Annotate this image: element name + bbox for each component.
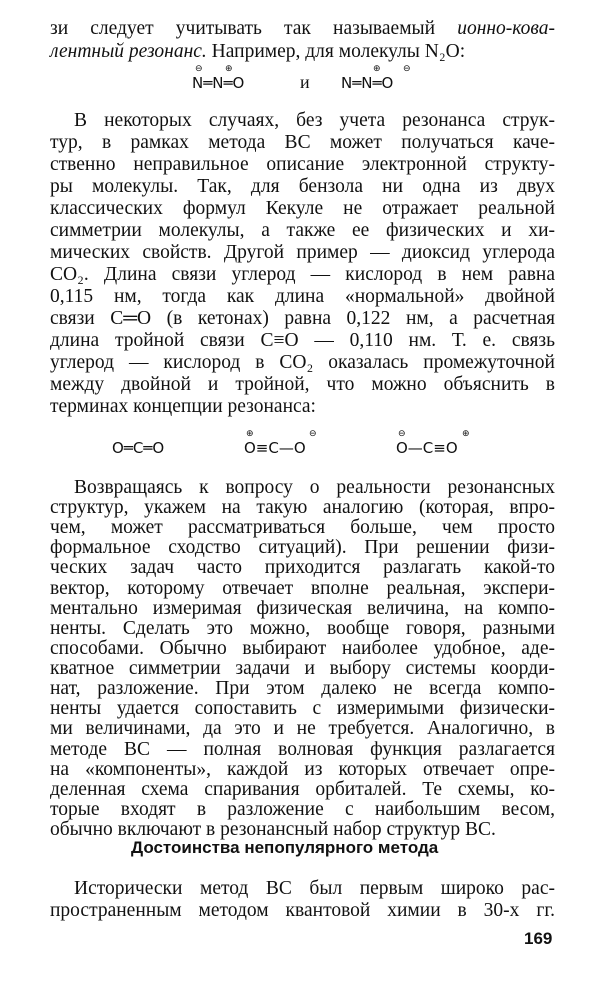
text-line: чем, может рассматриваться больше, чем просто bbox=[50, 517, 555, 538]
minus-charge: ⊖ bbox=[398, 429, 406, 439]
plus-charge: ⊕ bbox=[225, 64, 233, 74]
text-line: ственно неправильное описание электронной структу- bbox=[50, 154, 555, 175]
text-line: на «компоненты», каждой из которых отвечает опре- bbox=[50, 759, 555, 780]
text-line: кватное симметрии задачи и выбору системы коорди- bbox=[50, 658, 555, 679]
section-heading: Достоинства непопулярного метода bbox=[131, 838, 439, 857]
text-line: ческих задач часто приходится разлагать какой-то bbox=[50, 557, 555, 578]
text-fragment: Например, для молекулы N₂O: bbox=[206, 41, 466, 62]
text-line: способами. Обычно выбирают наиболее удобное, аде- bbox=[50, 638, 555, 659]
co2-structure-b: O≡C—O bbox=[244, 439, 306, 457]
minus-charge: ⊖ bbox=[195, 64, 203, 74]
text-line: CO₂. Длина связи углерод — кислород в нем равна bbox=[50, 264, 555, 285]
text-line: торые входят в разложение с наибольшим весом, bbox=[50, 799, 555, 820]
text-line: вектор, которому отвечает вполне реальная, экспери- bbox=[50, 578, 555, 599]
minus-charge: ⊖ bbox=[403, 64, 411, 74]
text-line: связи C═O (в кетонах) равна 0,122 нм, а расчетная bbox=[50, 308, 555, 329]
conjunction: и bbox=[300, 72, 310, 92]
text-line: 0,115 нм, тогда как длина «нормальной» двойной bbox=[50, 286, 555, 307]
page-number: 169 bbox=[524, 929, 553, 948]
text-line: структур, укажем на такую аналогию (которая, впро- bbox=[50, 497, 555, 518]
plus-charge: ⊕ bbox=[246, 429, 254, 439]
italic-term: ионно-кова- bbox=[457, 18, 555, 39]
text-line: обычно включают в резонансный набор структур ВС. bbox=[50, 819, 496, 840]
text-line: углерод — кислород в CO₂ оказалась промежуточной bbox=[50, 352, 555, 373]
minus-charge: ⊖ bbox=[309, 429, 317, 439]
text-line: симметрии молекулы, а также ее физических и хи- bbox=[50, 220, 555, 241]
text-line: тур, в рамках метода ВС может получаться каче- bbox=[50, 132, 555, 153]
text-line: терминах концепции резонанса: bbox=[50, 396, 316, 417]
text-line: Возвращаясь к вопросу о реальности резонансных bbox=[74, 477, 555, 498]
n2o-structure-left: N═N═O bbox=[192, 74, 245, 92]
text-line: Исторически метод ВС был первым широко рас- bbox=[74, 878, 555, 899]
text-line: ры молекулы. Так, для бензола ни одна из двух bbox=[50, 176, 555, 197]
co2-structure-a: O═C═O bbox=[112, 439, 165, 457]
text-line: пространенным методом квантовой химии в 30-х гг. bbox=[50, 900, 555, 921]
text-line: методе ВС — полная волновая функция разлагается bbox=[50, 739, 555, 760]
text-line: длина тройной связи C≡O — 0,110 нм. Т. е. связь bbox=[50, 330, 555, 351]
plus-charge: ⊕ bbox=[462, 429, 470, 439]
text-line: мических свойств. Другой пример — диоксид углерода bbox=[50, 242, 555, 263]
text-line bbox=[50, 18, 555, 40]
co2-structure-c: O—C≡O bbox=[396, 439, 458, 457]
plus-charge: ⊕ bbox=[373, 64, 381, 74]
text-line: классических формул Кекуле не отражает реальной bbox=[50, 198, 555, 219]
text-line: ментально измеримая физическая величина, на компо- bbox=[50, 598, 555, 619]
text-line: формальное сходство ситуаций). При решении физи- bbox=[50, 537, 555, 558]
text-line: ненты. Сделать это можно, вообще говоря, разными bbox=[50, 618, 555, 639]
text-line bbox=[50, 41, 555, 63]
n2o-structure-right: N═N═O bbox=[341, 74, 394, 92]
text-line: деленная схема спаривания орбиталей. Те схемы, ко- bbox=[50, 779, 555, 800]
text-line: ми величинами, да это и не требуется. Аналогично, в bbox=[50, 718, 555, 739]
text-line: ненты удается сопоставить с измеримыми физически- bbox=[50, 698, 555, 719]
italic-term: лентный резонанс. bbox=[50, 41, 207, 62]
text-fragment: зи следует учитывать так называемый bbox=[50, 18, 458, 39]
text-line: нат, разложение. При этом далеко не всегда компо- bbox=[50, 678, 555, 699]
text-line: между двойной и тройной, что можно объяснить в bbox=[50, 374, 555, 395]
text-line: В некоторых случаях, без учета резонанса струк- bbox=[74, 110, 555, 131]
